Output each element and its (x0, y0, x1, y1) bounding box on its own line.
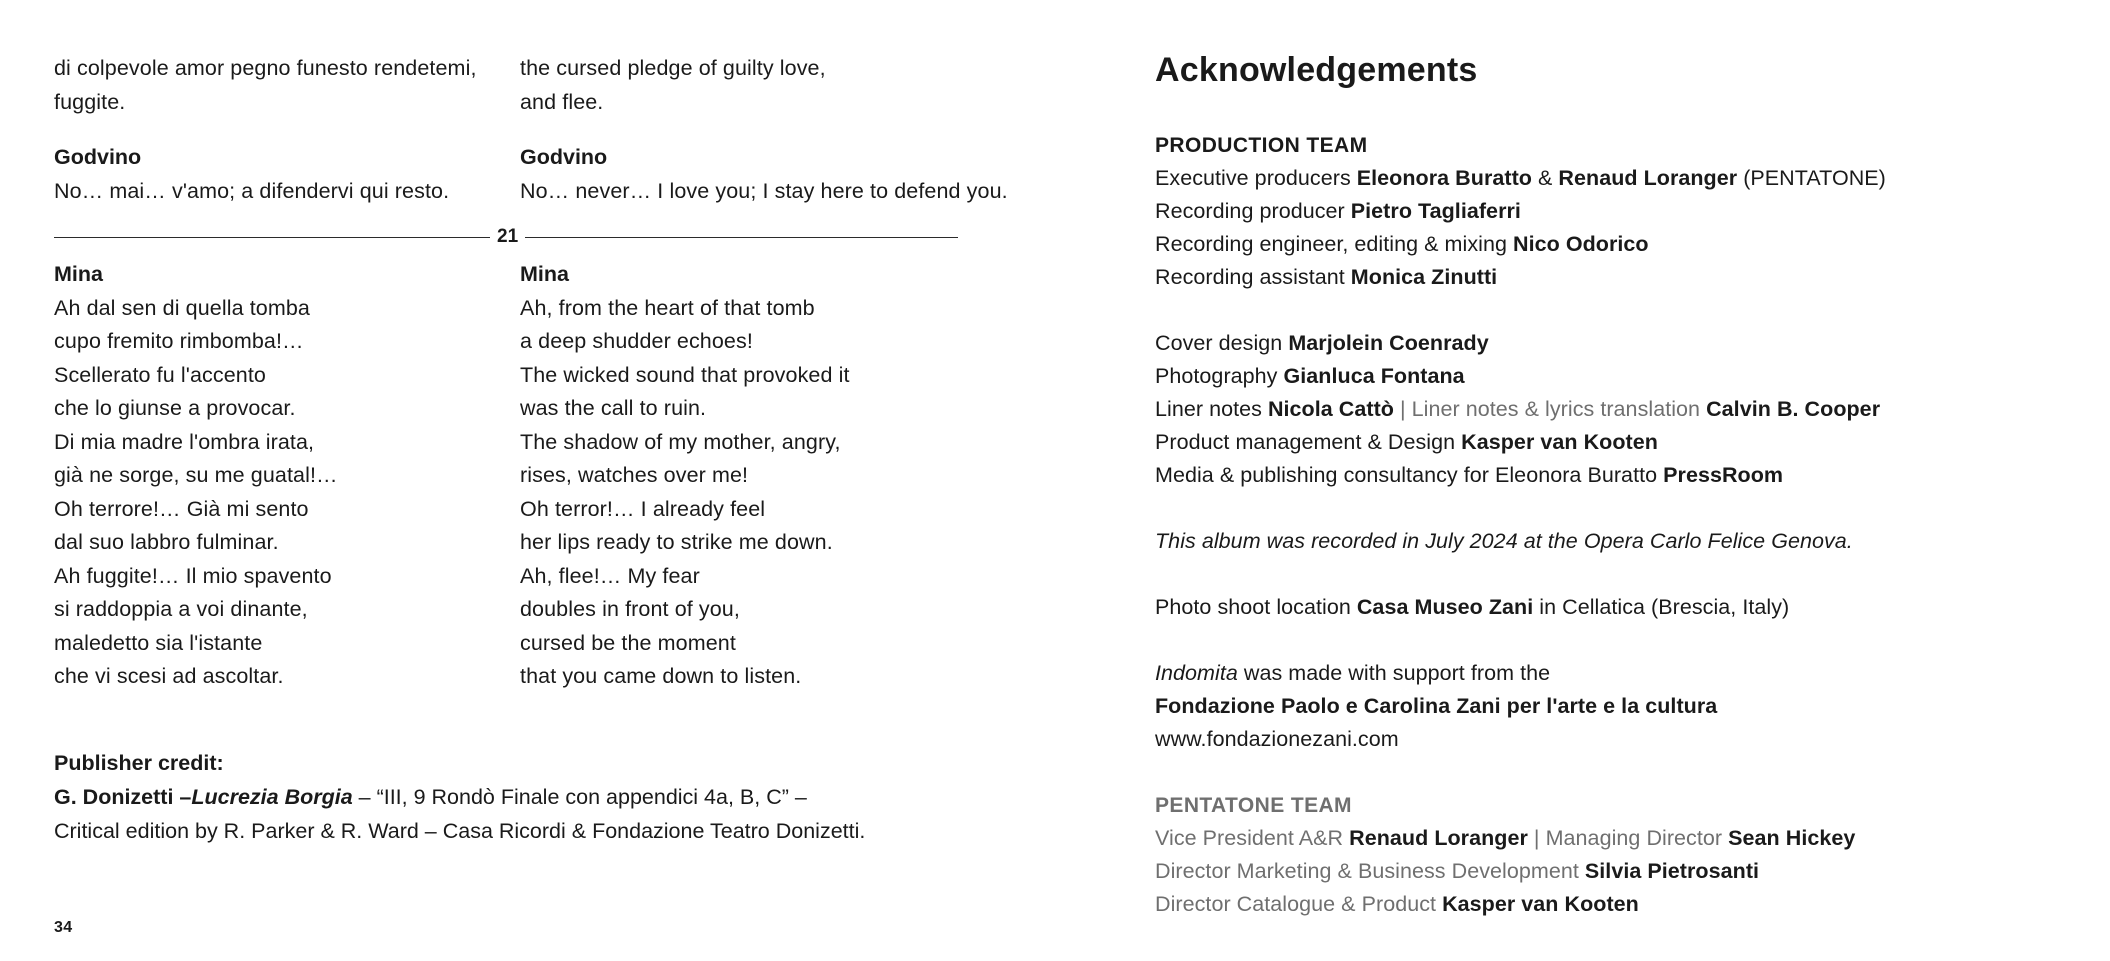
lyric-line: Di mia madre l'ombra irata, (54, 429, 315, 454)
credit-row (1155, 261, 2050, 294)
credit-label: Recording engineer, editing & mixing (1155, 232, 1514, 257)
credit-name: Pietro Tagliaferri (1350, 199, 1521, 224)
credit-name-2: Renaud Loranger (1558, 166, 1738, 191)
lyric-line: Ah, from the heart of that tomb (520, 295, 815, 320)
album-title: Indomita (1155, 661, 1238, 686)
credit-mid: | Managing Director (1527, 826, 1729, 851)
lyrics-column-english (520, 52, 1008, 208)
spacer (1155, 558, 2050, 591)
lyric-line: rises, watches over me! (520, 463, 749, 487)
credit-label: Photography (1155, 364, 1284, 389)
publisher-work-rest: – “III, 9 Rondò Finale con appendici 4a, B, C” – (352, 784, 807, 809)
lyric-line: dal suo labbro fulminar. (54, 530, 279, 554)
credit-name: Nicola Cattò (1267, 397, 1394, 422)
credit-mid: | Liner notes & lyrics translation (1393, 397, 1707, 422)
track-number: 21 (497, 225, 519, 247)
lyric-line: No… mai… v'amo; a difendervi qui resto. (54, 178, 450, 203)
lyric-line: Ah dal sen di quella tomba (54, 295, 310, 320)
photo-shoot-tail: in Cellatica (Brescia, Italy) (1533, 595, 1790, 620)
support-statement (1155, 657, 2050, 690)
track-separator-rule-right (525, 237, 958, 238)
support-foundation: Fondazione Paolo e Carolina Zani per l'arte e la cultura (1155, 694, 1718, 719)
publisher-credit-work (54, 780, 995, 814)
credit-mid: & (1531, 166, 1559, 191)
credit-name: Marjolein Coenrady (1288, 331, 1489, 356)
credit-label: Product management & Design (1155, 430, 1462, 455)
photo-shoot-label: Photo shoot location (1155, 595, 1357, 620)
lyric-line: Scellerato fu l'accento (54, 362, 266, 387)
lyric-line: her lips ready to strike me down. (520, 530, 833, 554)
lyric-line: doubles in front of you, (520, 597, 740, 621)
credit-name: Eleonora Buratto (1356, 166, 1532, 191)
credit-label: Recording assistant (1155, 265, 1351, 290)
credit-name: Monica Zinutti (1350, 265, 1498, 290)
credit-label: Executive producers (1155, 166, 1357, 191)
lyric-line: maledetto sia l'istante (54, 630, 263, 655)
lyrics-column-italian-2 (54, 258, 520, 694)
publisher-credit-heading: Publisher credit: (54, 750, 224, 775)
lyric-line: Oh terror!… I already feel (520, 496, 766, 521)
credit-name-2: Calvin B. Cooper (1706, 397, 1881, 422)
credit-tail: (PENTATONE) (1737, 166, 1886, 191)
track-separator (54, 220, 995, 254)
credit-label: Recording producer (1155, 199, 1351, 224)
support-website[interactable]: www.fondazionezani.com (1155, 727, 1399, 752)
lyric-line: that you came down to listen. (520, 664, 802, 688)
page-number: 34 (54, 919, 73, 936)
credit-label: Liner notes (1155, 397, 1268, 422)
lyrics-columns-2 (54, 258, 995, 694)
lyrics-column-italian (54, 52, 520, 208)
lyric-speaker: Mina (520, 262, 569, 286)
lyric-line: No… never… I love you; I stay here to defend you. (520, 178, 1008, 203)
lyric-line: di colpevole amor pegno funesto rendetemi, (54, 56, 477, 80)
lyric-line: and flee. (520, 89, 604, 114)
lyric-line: The shadow of my mother, angry, (520, 429, 841, 454)
credit-row (1155, 162, 2050, 195)
credit-row (1155, 459, 2050, 492)
credit-label: Director Marketing & Business Development (1155, 859, 1585, 884)
credit-row (1155, 888, 2050, 921)
spacer (1155, 294, 2050, 327)
credit-name: Silvia Pietrosanti (1584, 859, 1760, 884)
credit-label: Media & publishing consultancy for Eleonora Buratto (1155, 463, 1664, 488)
credit-name: Kasper van Kooten (1442, 892, 1639, 917)
lyric-speaker: Mina (54, 262, 103, 286)
credit-row (1155, 822, 2050, 855)
credit-row (1155, 393, 2050, 426)
credit-name-2: Sean Hickey (1728, 826, 1856, 851)
lyric-line: già ne sorge, su me guatal!… (54, 463, 338, 487)
lyric-line: Ah, flee!… My fear (520, 563, 700, 588)
track-separator-rule-left (54, 237, 490, 238)
credit-label: Director Catalogue & Product (1155, 892, 1443, 917)
credit-label: Cover design (1155, 331, 1289, 356)
credit-name: Gianluca Fontana (1283, 364, 1465, 389)
lyric-speaker: Godvino (520, 145, 608, 169)
credit-row (1155, 228, 2050, 261)
page-title: Acknowledgements (1155, 51, 1478, 89)
lyric-line: che vi scesi ad ascoltar. (54, 664, 284, 688)
section-heading-production-team: PRODUCTION TEAM (1155, 134, 1368, 158)
photo-shoot-location (1155, 591, 2050, 624)
support-text: was made with support from the (1237, 661, 1551, 686)
lyric-line: Oh terrore!… Già mi sento (54, 496, 309, 521)
photo-shoot-venue: Casa Museo Zani (1356, 595, 1534, 620)
lyric-line: The wicked sound that provoked it (520, 362, 850, 387)
lyric-speaker: Godvino (54, 145, 142, 169)
credit-row (1155, 855, 2050, 888)
lyric-line: che lo giunse a provocar. (54, 396, 296, 420)
lyrics-columns (54, 52, 1008, 208)
credit-name: Kasper van Kooten (1461, 430, 1658, 455)
credit-row (1155, 195, 2050, 228)
lyric-line: a deep shudder echoes! (520, 329, 753, 353)
credit-label: Vice President A&R (1155, 826, 1350, 851)
credit-row (1155, 360, 2050, 393)
right-page (1055, 0, 2110, 961)
spacer (1155, 624, 2050, 657)
section-heading-pentatone-team: PENTATONE TEAM (1155, 794, 1352, 818)
publisher-work-title: Lucrezia Borgia (191, 784, 353, 809)
lyric-line: was the call to ruin. (520, 396, 707, 420)
lyric-line: si raddoppia a voi dinante, (54, 597, 308, 621)
publisher-edition: Critical edition by R. Parker & R. Ward – Casa Ricordi & Fondazione Teatro Donizetti. (54, 818, 866, 843)
lyric-line: fuggite. (54, 89, 126, 114)
lyric-line: Ah fuggite!… Il mio spavento (54, 563, 332, 588)
recording-note: This album was recorded in July 2024 at the Opera Carlo Felice Genova. (1155, 529, 1853, 554)
credit-row (1155, 426, 2050, 459)
credit-name: PressRoom (1663, 463, 1784, 488)
credit-row (1155, 327, 2050, 360)
lyrics-column-english-2 (520, 258, 990, 694)
spacer (1155, 756, 2050, 789)
lyric-line: the cursed pledge of guilty love, (520, 56, 826, 80)
lyric-line: cupo fremito rimbomba!… (54, 329, 304, 353)
spacer (1155, 492, 2050, 525)
publisher-credit (54, 746, 995, 848)
credit-name: Renaud Loranger (1349, 826, 1528, 851)
credit-name: Nico Odorico (1513, 232, 1649, 257)
lyric-line: cursed be the moment (520, 630, 736, 655)
publisher-composer: G. Donizetti – (54, 784, 192, 809)
